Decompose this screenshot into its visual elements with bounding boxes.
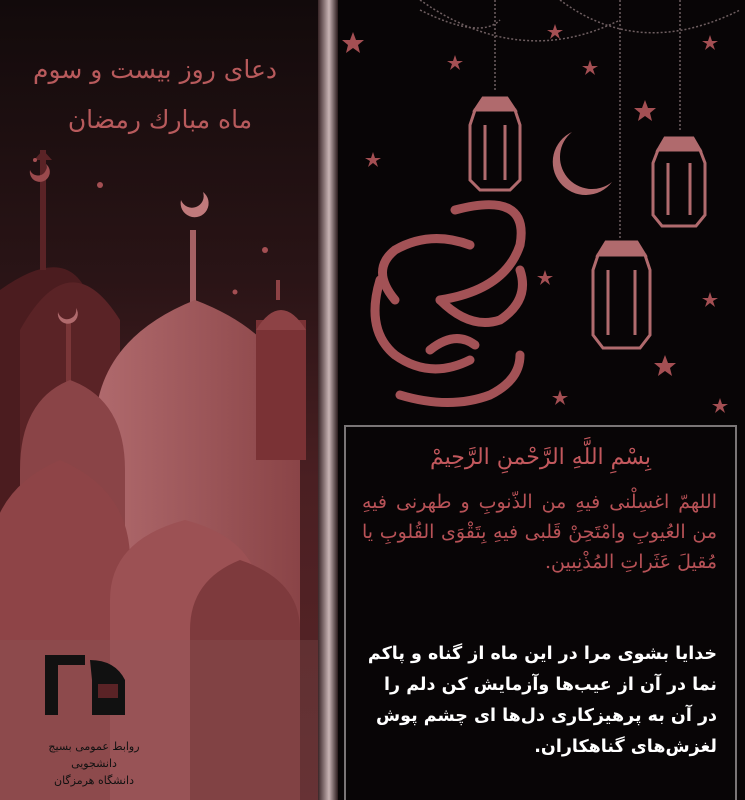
arabic-dua: اللهمّ اغسِلْنی فیهِ من الذّنوبِ و طهرنی فیهِ من العُیوبِ وامْتَحِنْ قَلبی فیهِ بِتَقْوَی القُلوبِ یا مُقیلَ عَثَراتِ المُذْنِبین. xyxy=(362,491,717,573)
logo-caption-line1: روابط عمومی بسیج دانشجویی xyxy=(48,740,140,770)
ramadan-calligraphy xyxy=(375,205,523,403)
month-title: ماه مبارك رمضان xyxy=(67,105,253,134)
day-title: دعای روز بیست و سوم xyxy=(32,55,277,84)
crescent-moon-icon xyxy=(553,132,612,195)
logo-icon xyxy=(30,650,140,720)
lantern-icon xyxy=(470,98,520,190)
lantern-icon xyxy=(653,138,705,226)
logo-caption xyxy=(24,738,164,789)
dua-text-box xyxy=(344,425,737,800)
bismillah: بِسْمِ اللَّهِ الرَّحْمنِ الرَّحِيمْ xyxy=(429,445,652,470)
lantern-icon xyxy=(593,242,650,348)
persian-translation: خدایا بشوی مرا در این ماه از گناه و پاکم نما در آن از عیب‌ها وآزمایش کن دلم را در آن به پرهیزکاری دل‌ها ای چشم پوش لغزش‌های گناهکاران. xyxy=(367,644,717,757)
logo-caption-line2: دانشگاه هرمزگان xyxy=(53,774,134,787)
